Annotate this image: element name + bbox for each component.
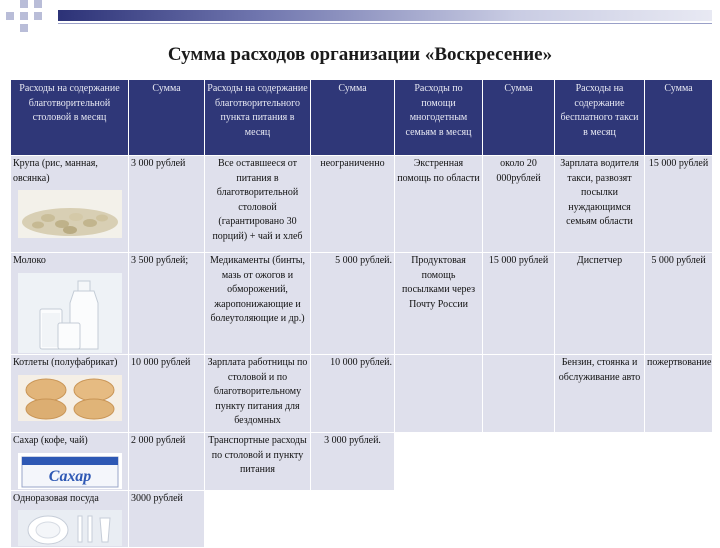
oat-flakes-image [18,190,122,238]
header-gradient-bar [58,10,712,21]
table-row [11,490,713,548]
table-cell: 5 000 рублей [645,253,713,355]
table-cell [311,490,395,548]
table-cell: Продуктовая помощь посылками через Почту России [395,253,483,355]
table-cell: Диспетчер [555,253,645,355]
table-cell: Все оставшееся от питания в благотворительной столовой (гарантировано 30 порций) + чай и хлеб [205,156,311,253]
table-cell: около 20 000рублей [483,156,555,253]
table-cell: 10 000 рублей. [311,355,395,433]
disposable-dishes-image [18,510,122,546]
page-title: Сумма расходов организации «Воскресение» [167,44,553,65]
corner-decoration [0,0,50,42]
table-header-row [11,80,713,156]
table-cell: 3 000 рублей. [311,433,395,491]
table-cell: 5 000 рублей. [311,253,395,355]
table-cell: Экстренная помощь по области [395,156,483,253]
header-cell: Расходы на содержание бесплатного такси в месяц [555,80,645,156]
header-cell: Сумма [483,80,555,156]
header-cell: Сумма [129,80,205,156]
header-cell: Сумма [311,80,395,156]
milk-bottles-image [18,273,122,353]
table-cell: Зарплата водителя такси, развозят посылки нуждающимся семьям области [555,156,645,253]
table-cell [11,156,129,253]
header-rule [58,23,712,24]
table-cell [395,433,483,491]
table-cell: Транспортные расходы по столовой и пункту питания [205,433,311,491]
table-cell [645,490,713,548]
table-cell [555,490,645,548]
table-cell: Зарплата работницы по столовой и по благотворительному пункту питания для бездомных [205,355,311,433]
sugar-brand-text: Сахар [48,467,91,485]
table-cell [395,490,483,548]
table-cell: 3 500 рублей; [129,253,205,355]
table-row [11,433,713,491]
table-cell: Медикаменты (бинты, мазь от ожогов и обморожений, жаропонижающие и болеутоляющие и др.) [205,253,311,355]
table-cell: 2 000 рублей [129,433,205,491]
expenses-table [10,79,713,548]
table-row [11,156,713,253]
table-cell: неограниченно [311,156,395,253]
cutlets-image [18,375,122,421]
table-cell: пожертвование [645,355,713,433]
table-cell [11,433,129,491]
table-cell [11,253,129,355]
table-cell [11,355,129,433]
table-cell [645,433,713,491]
table-cell [483,433,555,491]
item-label: Сахар (кофе, чай) [13,435,88,446]
sugar-pack-image [18,453,122,489]
table-cell [483,355,555,433]
item-label: Крупа (рис, манная, овсянка) [13,158,98,184]
item-label: Одноразовая посуда [13,492,99,504]
header-cell: Сумма [645,80,713,156]
table-cell: 10 000 рублей [129,355,205,433]
table-cell: 15 000 рублей [483,253,555,355]
table-row [11,355,713,433]
table-cell: 3 000 рублей [129,156,205,253]
table-cell: 3000 рублей [129,490,205,548]
table-cell [483,490,555,548]
item-label: Котлеты (полуфабрикат) [13,357,118,368]
table-cell [11,490,129,548]
header-cell: Расходы по помощи многодетным семьям в месяц [395,80,483,156]
item-label: Молоко [13,255,46,266]
table-row [11,253,713,355]
table-cell [395,355,483,433]
table-cell: 15 000 рублей [645,156,713,253]
table-cell [205,490,311,548]
header-cell: Расходы на содержание благотворительной столовой в месяц [11,80,129,156]
table-cell: Бензин, стоянка и обслуживание авто [555,355,645,433]
table-cell [555,433,645,491]
header-cell: Расходы на содержание благотворительного пункта питания в месяц [205,80,311,156]
